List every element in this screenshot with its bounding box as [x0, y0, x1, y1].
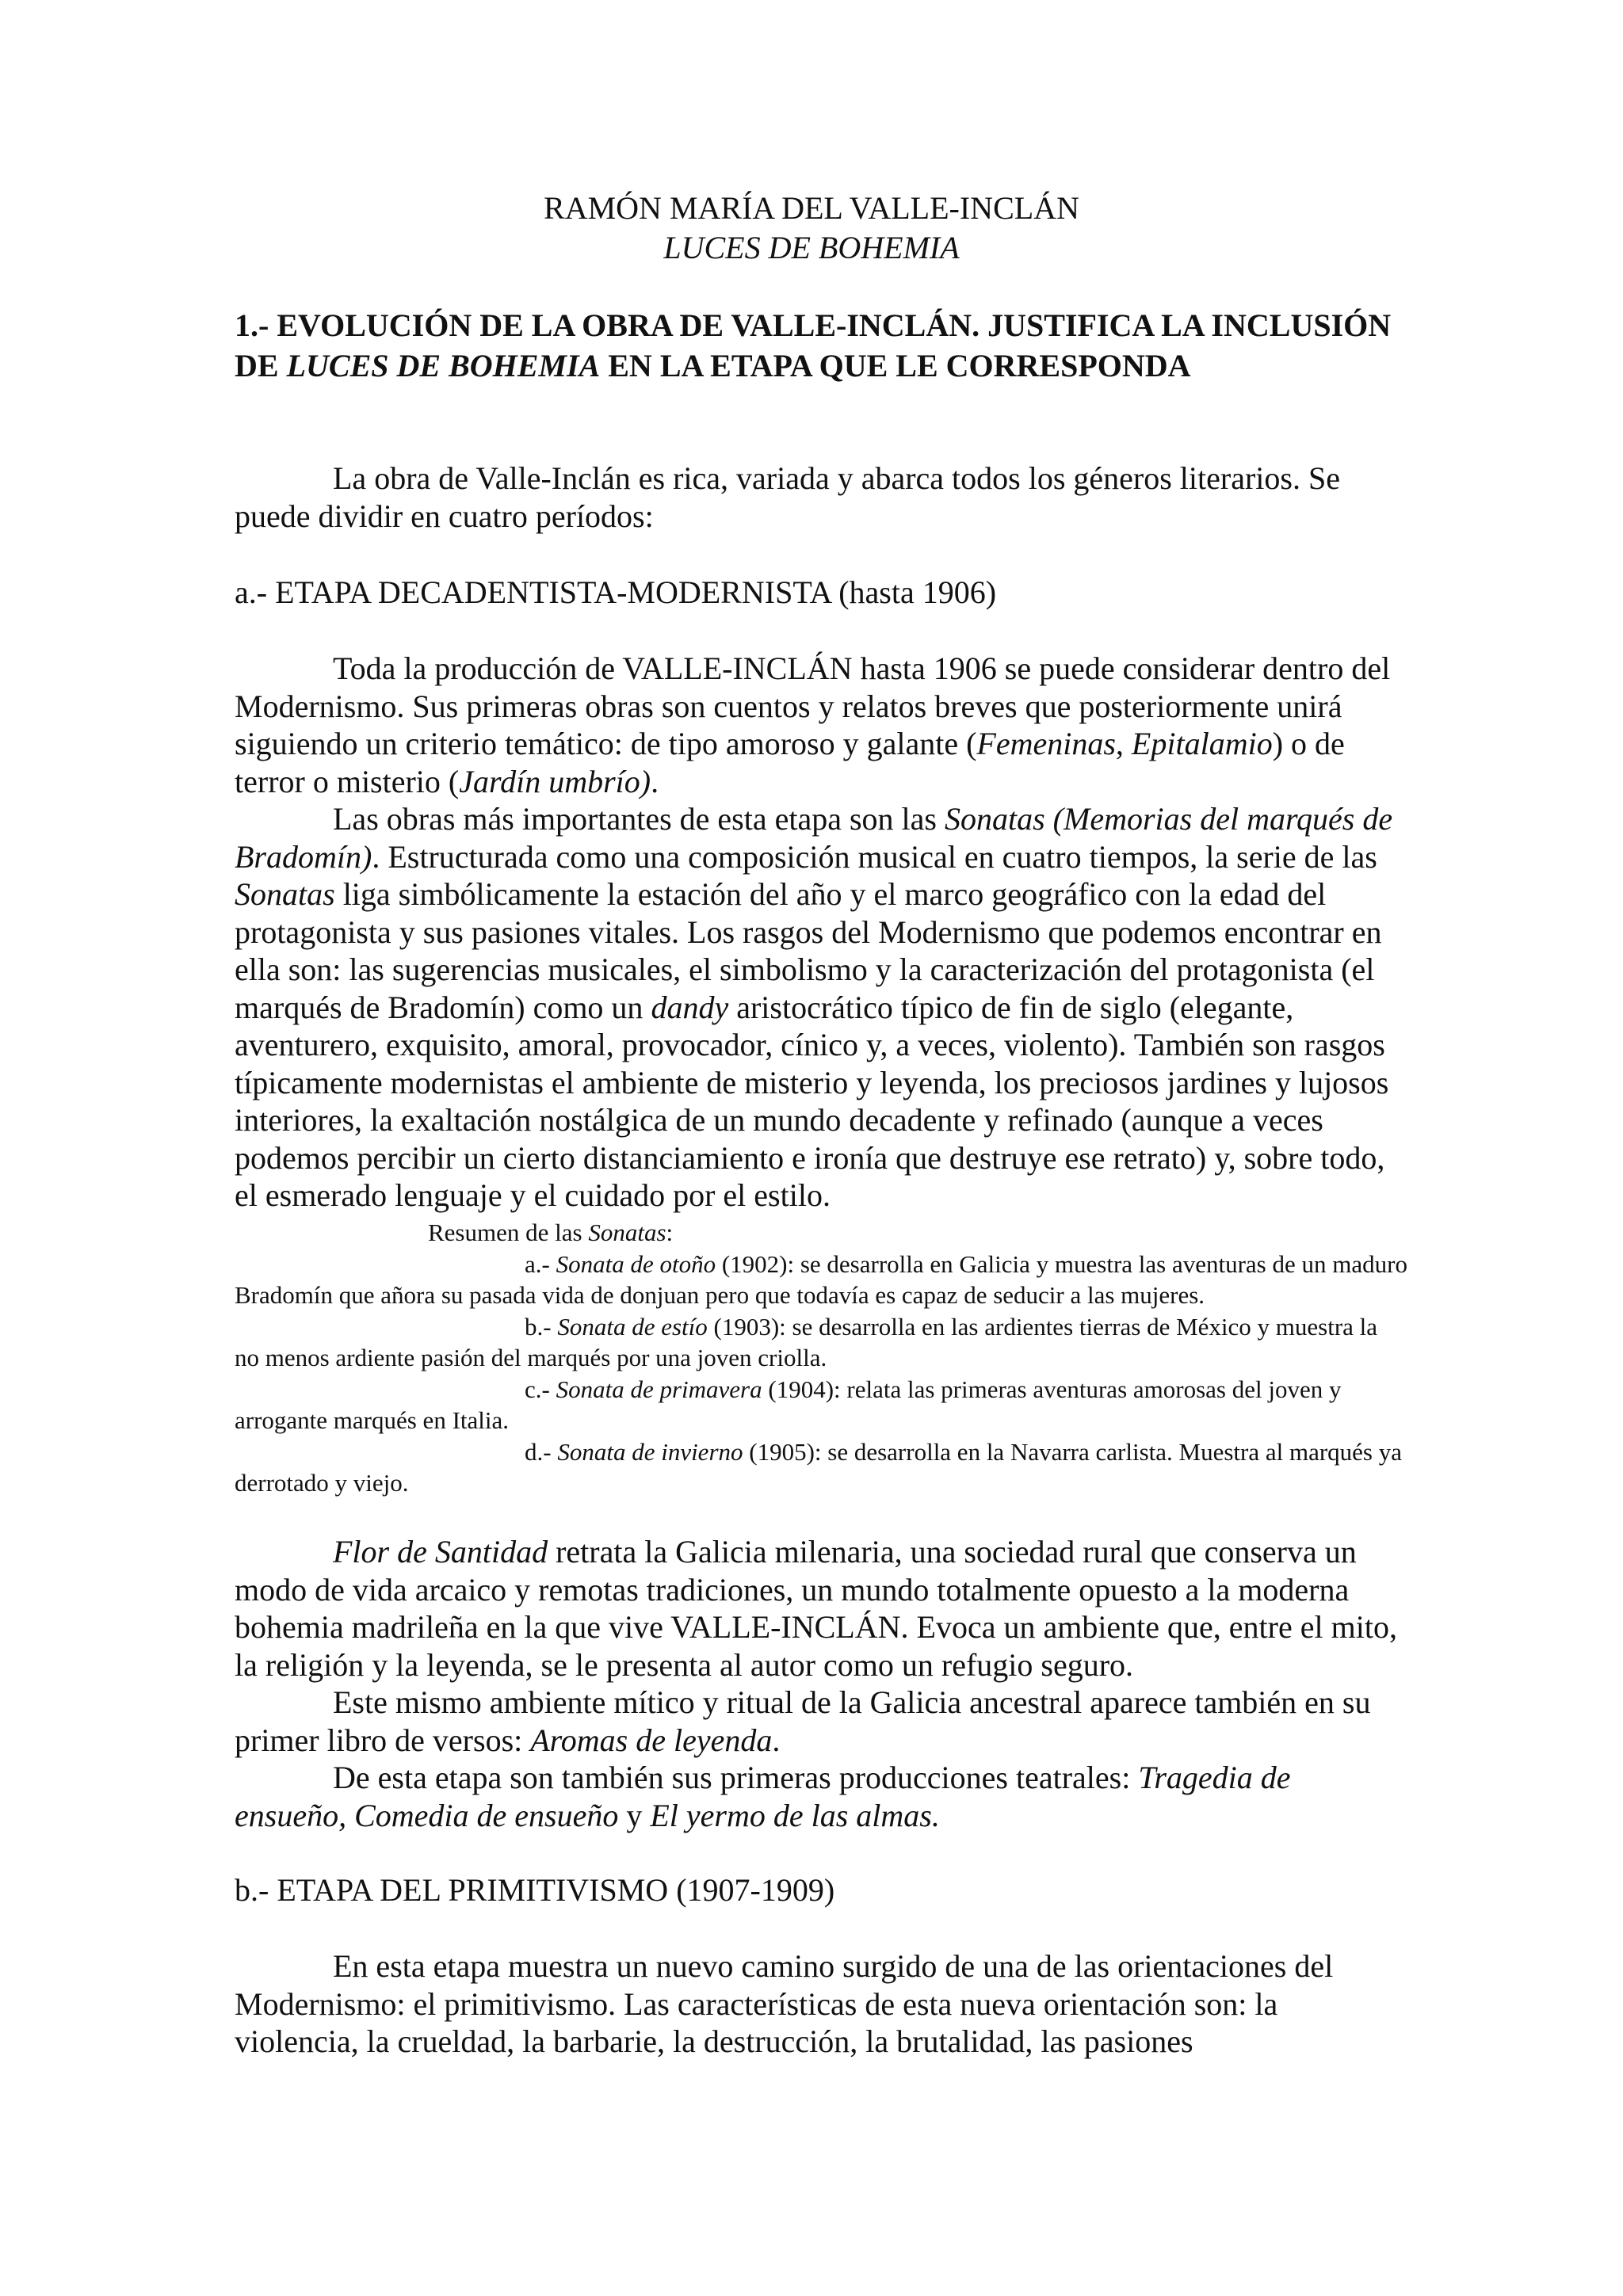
- text: liga simbólicamente la estación del año y el marco geográfico con la edad del protagonista y sus pasiones vitales. Los rasgos del Modernismo que podemos encontrar en ella son: las sugerencias musicales, el simbolismo y la caracterización del protagonista (el marqués de Bradomín) como un: [235, 876, 1382, 1025]
- item-prefix: a.-: [525, 1249, 556, 1278]
- question-heading: [235, 305, 1407, 386]
- item-text: (1904): relata las primeras aventuras amorosas del joven y arrogante marqués en Italia.: [235, 1375, 1342, 1434]
- heading-italic-title: LUCES DE BOHEMIA: [286, 348, 601, 383]
- paragraph-sonatas: [235, 800, 1407, 1215]
- summary-item: [235, 1374, 1407, 1436]
- summary-item: [235, 1249, 1407, 1311]
- item-title: Sonata de primavera: [556, 1375, 762, 1403]
- text: Las obras más importantes de esta etapa son las: [333, 801, 945, 837]
- text: Toda la producción de VALLE-INCLÁN hasta 1906 se puede considerar dentro del Modernismo. Sus primeras obras son cuentos y relatos breves que posteriormente unirá siguiendo un criterio temático: de tipo amoroso y galante (: [235, 650, 1391, 761]
- paragraph-primitivismo: En esta etapa muestra un nuevo camino surgido de una de las orientaciones del Modernismo: el primitivismo. Las características de esta nueva orientación son: la violencia, la crueldad, la barbarie, la destrucción, la brutalidad, las pasiones: [235, 1948, 1334, 2059]
- italic-title: Epitalamio: [1131, 726, 1273, 761]
- text: ) o de terror o misterio (: [235, 726, 1345, 799]
- italic-title: Flor de Santidad: [333, 1534, 548, 1569]
- section-b-heading: b.- ETAPA DEL PRIMITIVISMO (1907-1909): [235, 1872, 835, 1908]
- text: y: [618, 1797, 651, 1833]
- work-title: LUCES DE BOHEMIA: [663, 230, 960, 265]
- text: . Estructurada como una composición musical en cuatro tiempos, la serie de las: [372, 838, 1377, 875]
- text: .: [651, 763, 659, 799]
- summary-item: [235, 1436, 1407, 1499]
- section-a-heading: a.- ETAPA DECADENTISTA-MODERNISTA (hasta 1906): [235, 574, 997, 610]
- paragraph-teatro: [235, 1759, 1407, 1834]
- paragraph-aromas: [235, 1684, 1407, 1759]
- italic-title: Sonatas (Memorias del marqués de Bradomín): [235, 801, 1393, 875]
- text: Este mismo ambiente mítico y ritual de la Galicia ancestral aparece también en su primer libro de versos:: [235, 1684, 1371, 1758]
- italic-title: Tragedia de ensueño, Comedia de ensueño: [235, 1760, 1291, 1833]
- sonatas-summary: [235, 1217, 1407, 1499]
- text: ,: [1115, 726, 1132, 761]
- author-name: RAMÓN MARÍA DEL VALLE-INCLÁN: [544, 190, 1079, 226]
- paragraph-flor-de-santidad: [235, 1533, 1407, 1684]
- text: De esta etapa son también sus primeras producciones teatrales:: [333, 1760, 1139, 1795]
- italic-title: Sonatas: [588, 1219, 666, 1246]
- text: Resumen de las: [428, 1219, 589, 1246]
- summary-label: [235, 1217, 1407, 1249]
- item-prefix: c.-: [525, 1375, 556, 1403]
- intro-paragraph: La obra de Valle-Inclán es rica, variada y abarca todos los géneros literarios. Se puede dividir en cuatro períodos:: [235, 460, 1340, 534]
- item-prefix: d.-: [525, 1437, 558, 1466]
- text: .: [772, 1722, 781, 1758]
- paragraph-early-works: [235, 650, 1407, 800]
- item-text: (1903): se desarrolla en las ardientes tierras de México y muestra la no menos ardiente pasión del marqués por una joven criolla.: [235, 1312, 1378, 1371]
- heading-text-1: 1.- EVOLUCIÓN DE LA OBRA DE VALLE-INCLÁN. JUSTIFICA LA INCLUSIÓN DE: [235, 307, 1392, 383]
- text: :: [666, 1219, 674, 1246]
- item-title: Sonata de otoño: [556, 1249, 716, 1278]
- item-title: Sonata de estío: [557, 1312, 708, 1341]
- heading-text-2: EN LA ETAPA QUE LE CORRESPONDA: [600, 348, 1191, 383]
- item-text: (1905): se desarrolla en la Navarra carlista. Muestra al marqués ya derrotado y viejo.: [235, 1437, 1402, 1497]
- item-prefix: b.-: [525, 1312, 558, 1341]
- italic-title: Jardín umbrío): [459, 763, 651, 799]
- item-title: Sonata de invierno: [557, 1437, 743, 1466]
- text: aristocrático típico de fin de siglo (elegante, aventurero, exquisito, amoral, provocador, cínico y, a veces, violento). También son rasgos típicamente modernistas el ambiente de misterio y leyenda, los preciosos jardines y lujosos interiores, la exaltación nostálgica de un mundo decadente y refinado (aunque a veces podemos percibir un cierto distanciamiento e ironía que destruye ese retrato) y, sobre todo, el esmerado lenguaje y el cuidado por el estilo.: [235, 989, 1389, 1213]
- item-text: (1902): se desarrolla en Galicia y muestra las aventuras de un maduro Bradomín que añora su pasada vida de donjuan pero que todavía es capaz de seducir a las mujeres.: [235, 1249, 1407, 1309]
- italic-title: Sonatas: [235, 876, 335, 912]
- italic-term: dandy: [651, 989, 729, 1025]
- italic-title: El yermo de las almas.: [650, 1797, 940, 1833]
- summary-item: [235, 1311, 1407, 1374]
- text: retrata la Galicia milenaria, una sociedad rural que conserva un modo de vida arcaico y remotas tradiciones, un mundo totalmente opuesto a la moderna bohemia madrileña en la que vive VALLE-INCLÁN. Evoca un ambiente que, entre el mito, la religión y la leyenda, se le presenta al autor como un refugio seguro.: [235, 1534, 1397, 1683]
- italic-title: Femeninas: [976, 726, 1116, 761]
- italic-title: Aromas de leyenda: [530, 1722, 773, 1758]
- document-title: [0, 189, 1623, 268]
